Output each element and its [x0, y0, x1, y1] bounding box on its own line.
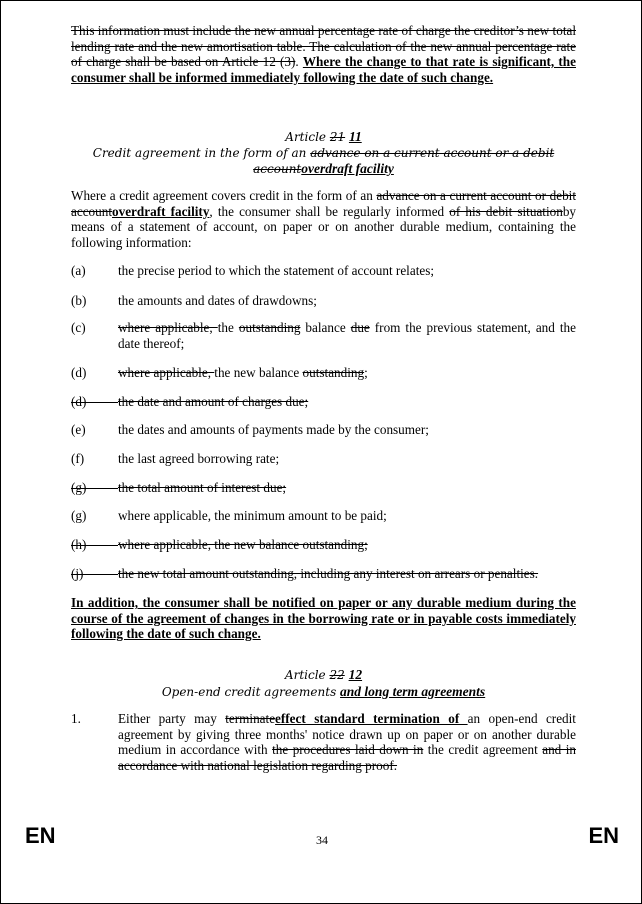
old-article-number: 22 — [329, 668, 345, 682]
list-label: (e) — [71, 422, 86, 437]
language-code-left: EN — [25, 823, 56, 848]
deleted-text: advance on a current account or debit account — [71, 188, 576, 219]
list-text: Either party may terminateeffect standard termination of an open-end credit agreement by giving three months' notice drawn up on paper or on another durable medium in accordance with the procedures laid down in the credit agreement and in accordance with national legislation regarding proof. — [118, 711, 577, 773]
article-11-body: Where a credit agreement covers credit in the form of an advance on a current account or debit accountoverdraft facility, the consumer shall be regularly informed of his debit situationby means of a statement of account, on paper or on another durable medium, containing the following information: — [71, 188, 576, 250]
list-item — [71, 320, 576, 351]
article-12-item-1 — [71, 711, 576, 773]
list-label: (d) — [71, 365, 87, 380]
list-label: (a) — [71, 263, 86, 278]
list-item — [71, 365, 576, 381]
deleted-text: advance on a current account or a debit account — [253, 145, 555, 176]
new-article-number: 12 — [348, 667, 363, 682]
list-label: (h) — [71, 537, 87, 552]
list-text: the total amount of interest due; — [118, 480, 287, 495]
list-text: the date and amount of charges due; — [118, 394, 309, 409]
list-item — [71, 508, 576, 524]
plain-text: . — [295, 54, 303, 69]
article-12-title: Open-end credit agreements and long term agreements — [161, 683, 486, 699]
list-label: (f) — [71, 451, 85, 466]
list-item-deleted — [71, 537, 576, 553]
list-text: where applicable, the new balance outstanding; — [118, 365, 368, 380]
inserted-text: overdraft facility — [112, 203, 210, 219]
new-article-number: 11 — [348, 129, 362, 144]
inserted-text: and long term agreements — [340, 683, 486, 699]
article-11-number: Article 21 11 — [285, 129, 362, 144]
list-text: the last agreed borrowing rate; — [118, 451, 280, 466]
addition-paragraph: In addition, the consumer shall be notified on paper or any durable medium during the course of the agreement of changes in the borrowing rate or in payable costs immediately following the date of such change. — [71, 595, 576, 641]
list-item — [71, 451, 576, 467]
list-text: where applicable, the new balance outstanding; — [118, 537, 368, 552]
language-code-right: EN — [588, 823, 619, 848]
list-label: (d) — [71, 394, 87, 409]
list-text: the precise period to which the statement of account relates; — [118, 263, 435, 278]
deleted-text: of his debit situation — [449, 203, 563, 219]
list-label: (g) — [71, 508, 87, 523]
list-label: (b) — [71, 293, 87, 308]
list-label: 1. — [71, 711, 81, 726]
article-12-number: Article 22 12 — [284, 667, 363, 682]
old-article-number: 21 — [329, 130, 346, 144]
intro-paragraph — [71, 23, 576, 85]
list-item — [71, 293, 576, 309]
article-11-heading — [61, 129, 586, 178]
list-text: where applicable, the minimum amount to be paid; — [118, 508, 387, 523]
list-item-deleted — [71, 480, 576, 496]
list-label: (g) — [71, 480, 87, 495]
article-12-heading — [61, 667, 586, 700]
inserted-text: overdraft facility — [301, 161, 394, 176]
list-text: the new total amount outstanding, including any interest on arrears or penalties. — [118, 566, 539, 581]
list-text: the amounts and dates of drawdowns; — [118, 293, 317, 308]
list-text: where applicable, the outstanding balance due from the previous statement, and the date thereof; — [118, 320, 576, 351]
list-item-deleted — [71, 566, 576, 582]
list-label: (j) — [71, 566, 84, 581]
list-item — [71, 263, 576, 279]
deleted-text: This information must include the new annual percentage rate of charge the creditor’s new total lending rate and the new amortisation table. The calculation of the new annual percentage rate of charge shall be based on Article 12 (3) — [71, 23, 576, 69]
list-text: the dates and amounts of payments made by the consumer; — [118, 422, 429, 437]
page-number: 34 — [316, 833, 328, 847]
list-item — [71, 422, 576, 438]
list-label: (c) — [71, 320, 86, 335]
article-11-title: Credit agreement in the form of an advance on a current account or a debit accountoverdraft facility — [92, 145, 555, 176]
list-item-deleted — [71, 394, 576, 410]
inserted-text: Where the change to that rate is significant, the consumer shall be informed immediately following the date of such change. — [71, 54, 576, 85]
